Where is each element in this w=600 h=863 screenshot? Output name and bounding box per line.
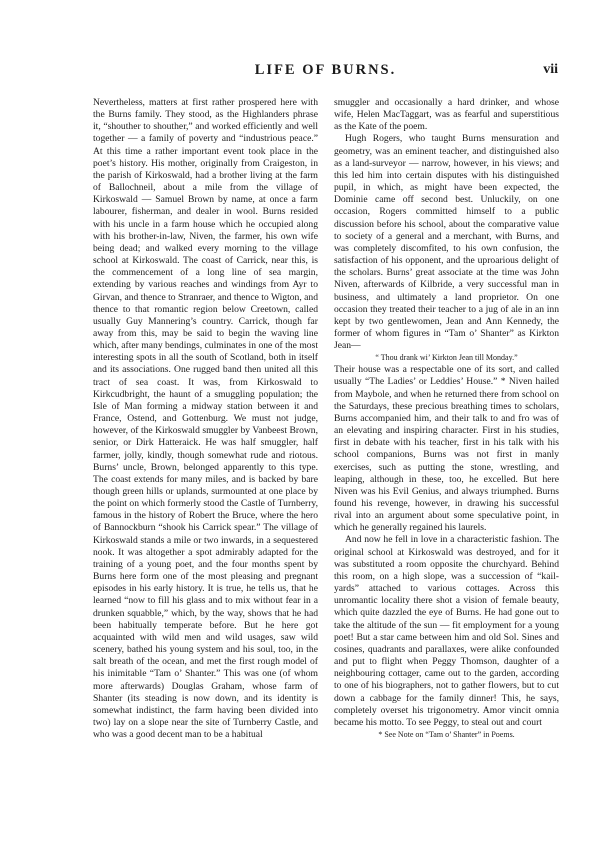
paragraph: Nevertheless, matters at first rather prospered here with the Burns family. They stood, as the Highlanders phrase it, “shouther to shouther,” and worked efficiently and well together — a family of poverty and “industrious peace.” At this time a rather important event took place in the poet’s history. His mother, originally from Craigeston, in the parish of Kirkoswald, had a brother living at the farm of Ballochneil, about a mile from the village of Kirkoswald — Samuel Brown by name, at once a farm labourer, fisherman, and dealer in wool. Burns resided with his uncle in a farm house which he occupied along with his brother-in-law, Niven, the farmer, his own wife being dead; and walked every morning to the village school at Kirkoswald. The coast of Carrick, near this, is the commencement of a long line of sea margin, extending by various reaches and windings from Ayr to Girvan, and thence to Stranraer, and thence to Wigton, and thence to that romantic region below Creetown, called usually Guy Mannering’s country. Carrick, though far away from this, may be said to begin the waving line which, after many bendings, culminates in one of the most interesting spots in all the south of Scotland, both in itself and its associations. One rugged band then united all this tract of sea coast. It was, from Kirkoswald to Kirkcudbright, the haunt of a smuggling population; the Isle of Man forming a midway station between it and France, Ostend, and Gottenburg. We must not judge, however, of the Kirkoswald smuggler by Vanbeest Brown, senior, or Dirk Hatteraick. He was half smuggler, half farmer, jolly, kindly, though somewhat rude and riotous. Burns’ uncle, Brown, belonged apparently to this type. The coast extends for many miles, and is backed by bare though green hills or uplands, surmounted at one place by the point on which formerly stood the Castle of Turnberry, famous in the history of Robert the Bruce, where the hero of Bannockburn “shook his Carrick spear.” The village of Kirkoswald stands a mile or two inwards, in a sequestered nook. It was altogether a spot admirably adapted for the training of a young poet, and the four months spent by Burns here form one of the most pleasing and pregnant episodes in his early history. It is true, he tells us, that he learned “now to fill his glass and to mix without fear in a drunken squabble,” which, by the way, shows that he had been habitually temperate before. But he here got acquainted with wild men and wild usages, saw wild scenery, bathed his young system and his soul, too, in the salt breath of the ocean, and met the first rough model of his inimitable “Tam o’ Shanter.” This was one (of whom more afterwards) Douglas Graham, whose farm of Shanter (its steading is now down, and its identity is somewhat indistinct, the farm having been divided into two) lay on a slope near the site of Turnberry Castle, and who was a good decent man to be a habitual [93,97,318,741]
right-column [334,97,559,741]
page-number: vii [543,62,558,77]
page-header [93,62,558,84]
paragraph: Hugh Rogers, who taught Burns mensuration and geometry, was an eminent teacher, and distinguished also as a land-surveyor — narrow, however, in his views; and this led him into certain disputes with his distinguished pupil, in which, as might have been expected, the Dominie came off second best. Unluckily, on one occasion, Rogers committed himself to a public discussion before his school, about the comparative value to society of a general and a merchant, with Burns, and was completely discomfited, to his own confusion, the satisfaction of his opponent, and the uproarious delight of the scholars. Burns’ great associate at the time was John Niven, afterwards of Kilbride, a very successful man in business, and ultimately a land proprietor. On one occasion they treated their teacher to a jug of ale in an inn kept by two gentlewomen, Jean and Ann Kennedy, the former of whom figures in “Tam o’ Shanter” as Kirkton Jean— [334,133,559,352]
left-column [93,97,318,741]
paragraph: smuggler and occasionally a hard drinker, and whose wife, Helen MacTaggart, was as fearful and superstitious as the Kate of the poem. [334,97,559,133]
verse-quote: “ Thou drank wi’ Kirkton Jean till Monday.” [375,353,518,363]
text-columns [93,97,559,741]
running-title: LIFE OF BURNS. [254,62,397,78]
paragraph: And now he fell in love in a characteristic fashion. The original school at Kirkoswald was destroyed, and for it was substituted a room opposite the churchyard. Behind this room, on a high slope, was a succession of “kail-yards” attached to various cottages. Across this unromantic locality there shot a vision of female beauty, which quite dazzled the eye of Burns. He had gone out to take the altitude of the sun — fit employment for a young poet! But a star came between him and old Sol. Sines and cosines, quadrants and parallaxes, were alike confounded and put to flight when Peggy Thomson, daughter of a neighbouring cottager, came out to the garden, according to one of his biographers, not to gather flowers, but to cut down a cabbage for the family dinner! This, he says, completely overset his trigonometry. Amor vincit omnia became his motto. To see Peggy, to steal out and court [334,534,559,728]
footnote: * See Note on “Tam o’ Shanter” in Poems. [378,729,515,739]
paragraph: Their house was a respectable one of its sort, and called usually “The Ladies’ or Leddies’ House.” * Niven hailed from Maybole, and when he returned there from school on the Saturdays, these precious breathing times to scholars, Burns accompanied him, and their talk to and fro was of an elevating and inspiring character. First in his studies, first in debate with his teacher, first in his talk with his school companions, Burns was not first in manly exercises, such as putting the stone, wrestling, and leaping, although in these, too, he excelled. But here Niven was his Evil Genius, and always triumphed. Burns found his revenge, however, in drawing his successful rival into an argument about some speculative point, in which he generally regained his laurels. [334,364,559,534]
